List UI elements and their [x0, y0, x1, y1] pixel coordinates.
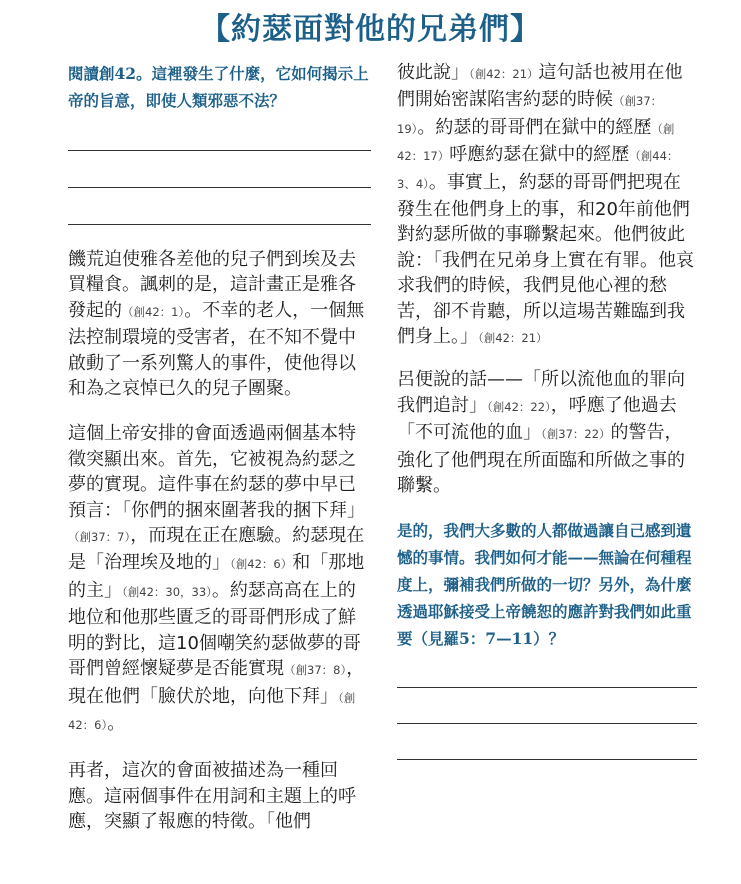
paragraph-famine: 饑荒迫使雅各差他的兒子們到埃及去買糧食。諷刺的是，這計畫正是雅各發起的（創42：1）。不幸的老人，一個無法控制環境的受害者，在不知不覺中啟動了一系列驚人的事件，使他得以和為之哀悼已久的兒子團聚。	[68, 249, 365, 400]
scripture-reference: （創42：21）	[478, 331, 548, 346]
right-column	[397, 60, 697, 760]
answer-line[interactable]	[397, 724, 697, 760]
paragraph-dream-fulfilment: 這個上帝安排的會面透過兩個基本特徵突顯出來。首先，它被視為約瑟之夢的實現。這件事在約瑟的夢中早已預言：「你們的捆來圍著我的捆下拜」（創37：7），而現在正在應驗。約瑟現在是「治理埃及地的」（創42：6）和「那地的主」（創42：30，33）。約瑟高高在上的地位和他那些匱乏的哥哥們形成了鮮明的對比，這10個嘲笑約瑟做夢的哥哥們曾經懷疑夢是否能實現（創37：8），現在他們「臉伏於地，向他下拜」（創42：6）。	[68, 423, 365, 734]
scripture-reference: （創42：6）	[68, 690, 356, 732]
scripture-reference: （創37：22）	[541, 427, 611, 442]
paragraph-brothers-speech: 彼此說」（創42：21）這句話也被用在他們開始密謀陷害約瑟的時候（創37：19）。約瑟的哥哥們在獄中的經歷（創42：17）呼應約瑟在獄中的經歷（創44：3、4）。事實上，約瑟的哥哥們把現在發生在他們身上的事，和20年前他們對約瑟所做的事聯繫起來。他們彼此說：「我們在兄弟身上實在有罪。他哀求我們的時候，我們見他心裡的愁苦，卻不肯聽，所以這場苦難臨到我們身上。」（創42：21）	[397, 62, 694, 348]
scripture-reference: （創42：30，33）	[122, 584, 212, 599]
scripture-reference: （創37：7）	[68, 530, 131, 545]
scripture-reference: （創42：1）	[122, 304, 185, 319]
paragraph-reuben: 呂便說的話——「所以流他血的罪向我們追討」（創42：22），呼應了他過去「不可流他的血」（創37：22）的警告，強化了他們現在所面臨和所做之事的聯繫。	[397, 369, 685, 497]
page-title: 【約瑟面對他的兄弟們】	[200, 12, 541, 47]
answer-line[interactable]	[68, 188, 371, 225]
left-column	[68, 60, 371, 835]
discussion-question-2: 是的，我們大多數的人都做過讓自己感到遺憾的事情。我們如何才能——無論在何種程度上，彌補我們所做的一切？另外，為什麼透過耶穌接受上帝饒恕的應許對我們如此重要（見羅5：7—11）？	[397, 520, 692, 648]
answer-lines-1	[68, 114, 371, 225]
answer-line[interactable]	[68, 114, 371, 151]
scripture-reference: （創42：17）	[397, 121, 675, 164]
answer-line[interactable]	[397, 688, 697, 724]
paragraph-retribution: 再者，這次的會面被描述為一種回應。這兩個事件在用詞和主題上的呼應，突顯了報應的特徵。「他們	[68, 760, 356, 833]
answer-line[interactable]	[68, 151, 371, 188]
scripture-reference: （創42：22）	[487, 399, 551, 414]
scripture-reference: （創37：8）	[284, 663, 347, 678]
answer-line[interactable]	[397, 652, 697, 688]
scripture-reference: （創44：3、4）	[397, 149, 679, 191]
scripture-reference: （創42：6）	[230, 557, 293, 572]
answer-lines-2	[397, 652, 697, 760]
scripture-reference: （創42：21）	[469, 67, 539, 81]
discussion-question-1: 閱讀創42。這裡發生了什麼，它如何揭示上帝的旨意，即使人類邪惡不法？	[68, 64, 369, 110]
scripture-reference: （創37：19）	[397, 94, 663, 136]
